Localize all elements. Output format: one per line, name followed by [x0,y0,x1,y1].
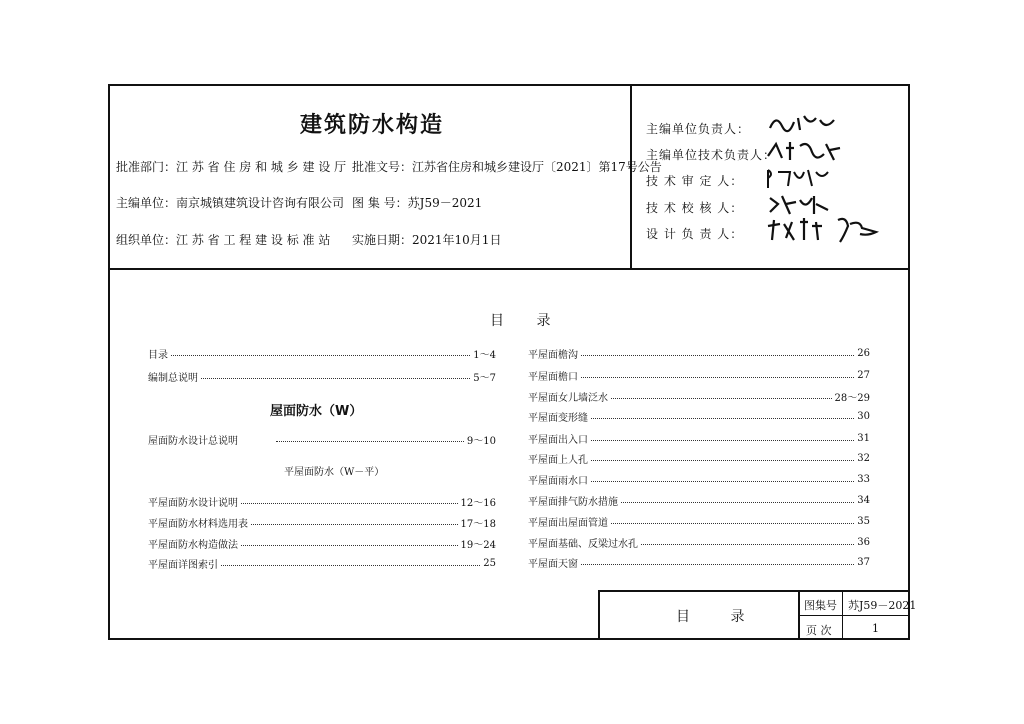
toc-entry-label: 编制总说明 [148,372,198,384]
toc-entry[interactable] [528,493,870,507]
title-block-divider [798,615,910,616]
toc-entry[interactable] [148,515,496,529]
toc-entry[interactable] [148,369,496,383]
toc-entry-page: 33 [857,473,870,485]
toc-entry[interactable] [528,389,870,403]
toc-entry-page: 25 [483,557,496,569]
toc-entry[interactable] [148,346,496,360]
toc-entry-page: 5～7 [473,372,496,384]
sig-label-designer: 设 计 负 责 人： [646,227,744,241]
toc-entry-label: 平屋面雨水口 [528,475,588,487]
signature-2-image [764,136,844,166]
toc-entry-page: 30 [857,410,870,422]
organizer-unit: 组织单位：江 苏 省 工 程 建 设 标 准 站 [116,233,331,247]
toc-entry-page: 28～29 [834,392,870,404]
toc-leader-dots [221,565,480,566]
toc-entry-page: 17～18 [460,518,496,530]
toc-entry-label: 平屋面出入口 [528,434,588,446]
sig-label-tech-chief: 主编单位技术负责人： [646,148,777,162]
toc-leader-dots [276,441,464,442]
toc-entry[interactable] [528,535,870,549]
approval-dept: 批准部门：江 苏 省 住 房 和 城 乡 建 设 厅 [116,160,347,174]
toc-entry-page: 37 [857,556,870,568]
toc-entry-label: 平屋面出屋面管道 [528,517,608,529]
toc-leader-dots [591,418,854,419]
toc-entry-page: 9～10 [466,435,496,447]
toc-leader-dots [251,524,458,525]
toc-entry-label: 平屋面防水材料选用表 [148,518,248,530]
title-block-name: 目 录 [676,609,763,625]
header-divider [108,268,910,270]
editor-unit: 主编单位：南京城镇建筑设计咨询有限公司 [116,196,345,210]
toc-entry-page: 19～24 [460,539,496,551]
toc-entry-label: 平屋面檐口 [528,371,578,383]
toc-entry-label: 平屋面女儿墙泛水 [528,392,608,404]
toc-entry-label: 平屋面详图索引 [148,559,218,571]
sig-label-approver: 技 术 审 定 人： [646,174,744,188]
toc-entry-page: 12～16 [460,497,496,509]
toc-entry[interactable] [528,409,870,423]
toc-leader-dots [171,355,470,356]
signature-5-image [764,214,884,250]
sig-label-chief: 主编单位负责人： [646,122,751,136]
toc-entry-label: 目录 [148,349,168,361]
toc-entry[interactable] [528,472,870,486]
toc-leader-dots [611,523,854,524]
toc-leader-dots [581,564,854,565]
toc-heading: 目 录 [490,313,565,329]
atlas-number-value: 苏J59－2021 [848,599,917,612]
toc-leader-dots [641,544,854,545]
toc-leader-dots [591,440,854,441]
signature-1-image [764,110,844,136]
toc-entry-page: 31 [857,432,870,444]
section-flat-roof: 平屋面防水（W－平） [284,467,385,478]
toc-entry-page: 1～4 [473,349,496,361]
sig-label-checker: 技 术 校 核 人： [646,201,744,215]
toc-entry[interactable] [528,346,870,360]
effective-date: 实施日期：2021年10月1日 [352,233,502,247]
toc-entry-label: 平屋面排气防水措施 [528,496,618,508]
toc-entry[interactable] [528,431,870,445]
toc-entry[interactable] [528,451,870,465]
toc-entry[interactable] [528,368,870,382]
signature-divider [630,84,632,268]
toc-leader-dots [201,378,470,379]
toc-entry-label: 平屋面防水设计说明 [148,497,238,509]
toc-entry[interactable] [148,536,496,550]
page-number-label: 页 次 [806,624,832,637]
page-number-value: 1 [872,622,879,635]
approval-doc: 批准文号：江苏省住房和城乡建设厅〔2021〕第17号公告 [352,160,662,174]
toc-leader-dots [591,460,854,461]
toc-leader-dots [621,502,854,503]
toc-leader-dots [611,398,832,399]
toc-entry-label: 平屋面防水构造做法 [148,539,238,551]
toc-entry[interactable] [148,432,496,446]
atlas-number-label: 图集号 [804,599,837,612]
toc-entry-page: 34 [857,494,870,506]
atlas-title: 建筑防水构造 [300,113,445,138]
toc-entry[interactable] [148,556,496,570]
toc-entry-label: 屋面防水设计总说明 [148,435,238,447]
section-roof-waterproofing: 屋面防水（W） [270,404,363,419]
toc-leader-dots [241,503,458,504]
toc-entry-label: 平屋面变形缝 [528,412,588,424]
toc-entry[interactable] [528,555,870,569]
toc-leader-dots [581,377,854,378]
toc-entry[interactable] [148,494,496,508]
toc-entry-label: 平屋面上人孔 [528,454,588,466]
toc-entry-page: 27 [857,369,870,381]
toc-entry-label: 平屋面檐沟 [528,349,578,361]
toc-entry-page: 32 [857,452,870,464]
toc-entry-page: 35 [857,515,870,527]
toc-entry-page: 26 [857,347,870,359]
atlas-number: 图 集 号：苏J59－2021 [352,196,483,210]
toc-leader-dots [581,355,854,356]
toc-leader-dots [241,545,458,546]
toc-entry-label: 平屋面天窗 [528,558,578,570]
signature-3-image [764,164,834,192]
toc-leader-dots [591,481,854,482]
toc-entry[interactable] [528,514,870,528]
toc-entry-label: 平屋面基础、反梁过水孔 [528,538,638,550]
toc-entry-page: 36 [857,536,870,548]
